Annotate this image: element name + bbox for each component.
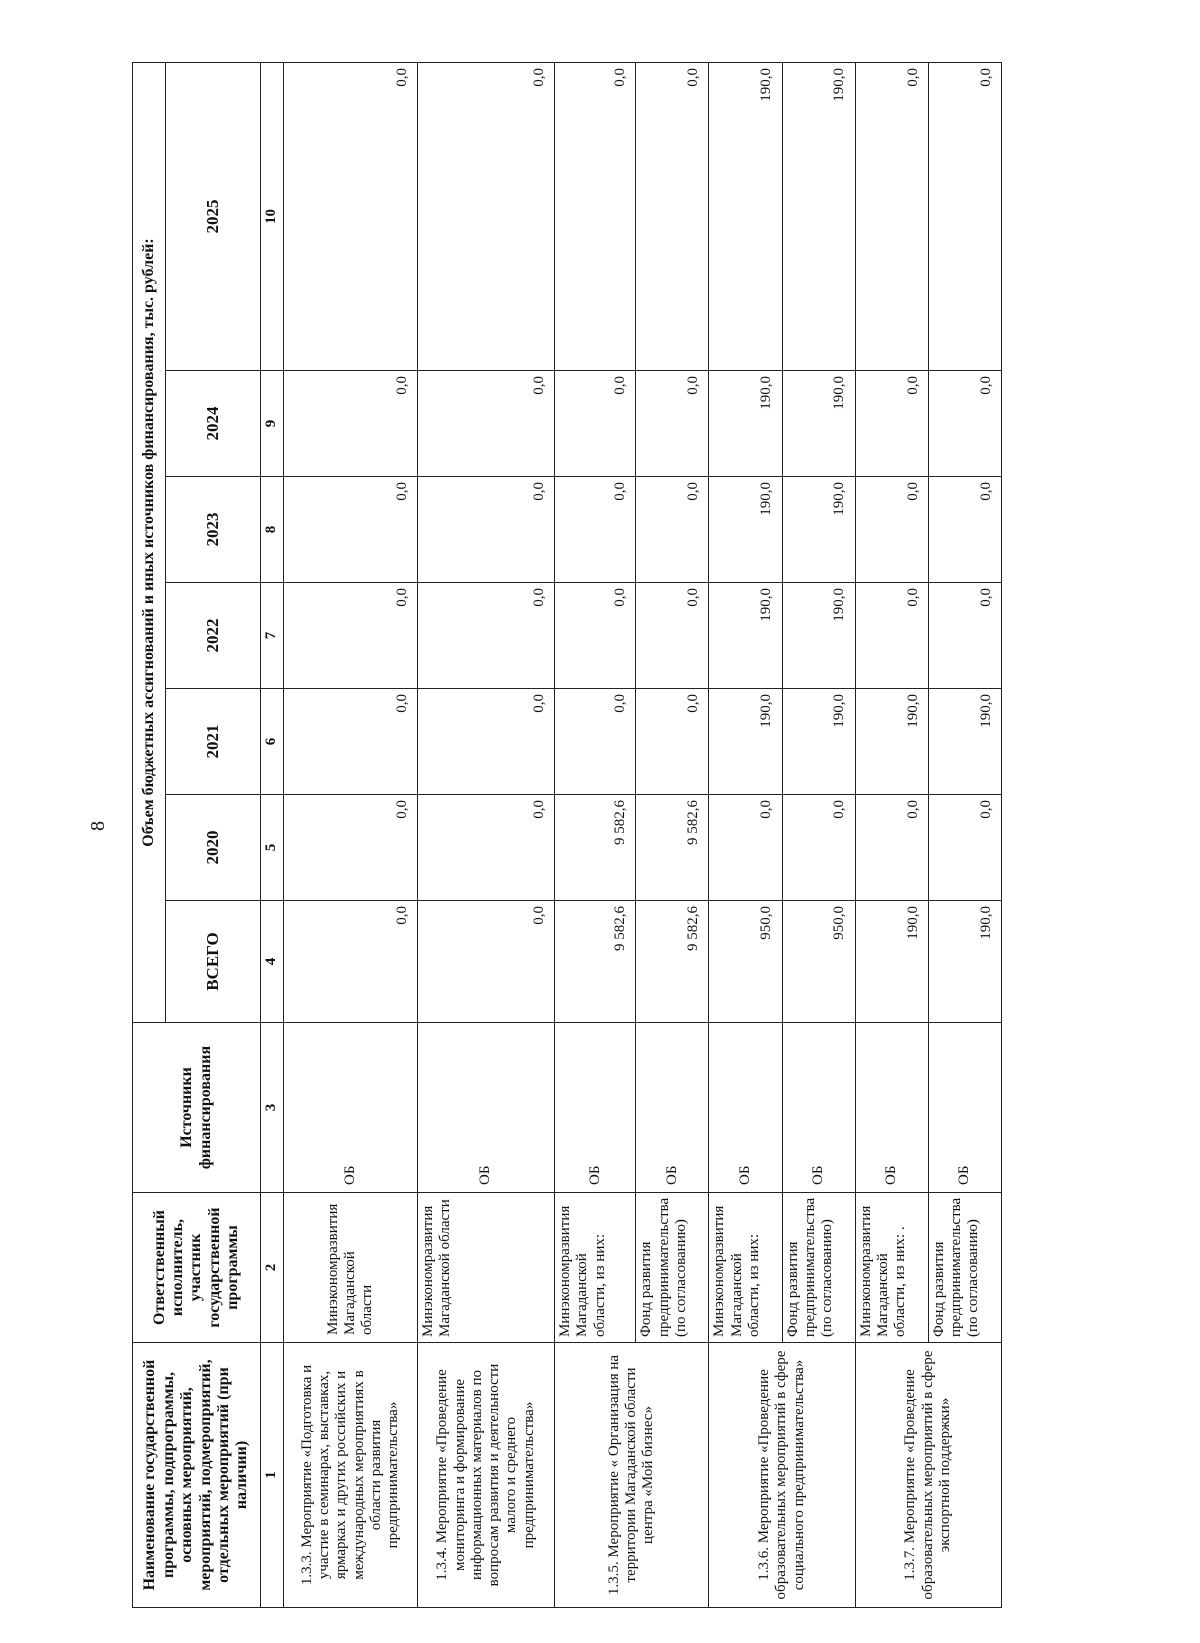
executor: Минэкономразвития Магаданской области, из них: [555,1193,636,1343]
value-year: 190,0 [709,371,782,477]
event-name: 1.3.5. Мероприятие « Организация на территории Магаданской области центра «Мой бизнес» [555,1343,709,1608]
value-year: 0,0 [284,795,418,901]
value-year: 0,0 [555,689,636,795]
value-year: 0,0 [855,795,928,901]
column-index: 1 [261,1343,284,1608]
value-year: 0,0 [555,583,636,689]
executor: Минэкономразвития Магаданской области, из них: . [855,1193,928,1343]
executor: Фонд развития предпринимательства (по согласованию) [636,1193,709,1343]
header-total: ВСЕГО [166,901,261,1023]
executor: Минэкономразвития Магаданской области, из них: [709,1193,782,1343]
value-year: 0,0 [418,689,555,795]
value-total: 950,0 [782,901,855,1023]
column-index: 6 [261,689,284,795]
value-year: 0,0 [855,583,928,689]
value-year: 0,0 [636,63,709,371]
executor: Фонд развития предпринимательства (по согласованию) [782,1193,855,1343]
funding-table [132,62,1002,1608]
column-index: 7 [261,583,284,689]
column-index: 8 [261,477,284,583]
value-year: 0,0 [418,795,555,901]
event-name: 1.3.3. Мероприятие «Подготовка и участие в семинарах, выставках, ярмарках и других российских и международных мероприятиях в области развития предпринимательства» [284,1343,418,1608]
value-year: 0,0 [284,371,418,477]
event-name: 1.3.7. Мероприятие «Проведение образовательных мероприятий в сфере экспортной поддержки» [855,1343,1001,1608]
value-year: 0,0 [555,371,636,477]
value-year: 0,0 [418,583,555,689]
column-index: 2 [261,1193,284,1343]
value-total: 0,0 [284,901,418,1023]
column-index: 5 [261,795,284,901]
value-year: 0,0 [928,477,1001,583]
value-year: 190,0 [709,477,782,583]
value-total: 9 582,6 [555,901,636,1023]
value-year: 0,0 [418,371,555,477]
table-row [555,63,636,1608]
value-year: 190,0 [782,689,855,795]
value-year: 9 582,6 [555,795,636,901]
value-year: 0,0 [782,795,855,901]
header-year: 2021 [166,689,261,795]
funding-source: ОБ [855,1023,928,1193]
event-name: 1.3.6. Мероприятие «Проведение образовательных мероприятий в сфере социального предпринимательства» [709,1343,855,1608]
rotated-table-wrapper [132,63,1002,1608]
value-total: 0,0 [418,901,555,1023]
value-year: 0,0 [636,689,709,795]
funding-source: ОБ [418,1023,555,1193]
value-year: 0,0 [284,63,418,371]
value-year: 0,0 [855,477,928,583]
value-year: 0,0 [636,477,709,583]
value-total: 190,0 [928,901,1001,1023]
value-year: 0,0 [555,63,636,371]
value-year: 0,0 [284,477,418,583]
value-total: 190,0 [855,901,928,1023]
header-funding-group: Объем бюджетных ассигнований и иных источников финансирования, тыс. рублей: [133,63,166,1023]
header-executor: Ответственный исполнитель, участник государственной программы [133,1193,261,1343]
value-year: 0,0 [284,583,418,689]
value-year: 190,0 [928,689,1001,795]
value-year: 0,0 [928,63,1001,371]
column-index: 10 [261,63,284,371]
column-index: 4 [261,901,284,1023]
value-year: 0,0 [928,795,1001,901]
value-year: 190,0 [709,689,782,795]
value-year: 0,0 [928,371,1001,477]
header-year: 2025 [166,63,261,371]
value-year: 190,0 [855,689,928,795]
table-row [709,63,782,1608]
value-year: 0,0 [928,583,1001,689]
value-year: 190,0 [709,63,782,371]
value-year: 0,0 [709,795,782,901]
column-index: 3 [261,1023,284,1193]
header-year: 2020 [166,795,261,901]
value-year: 0,0 [855,371,928,477]
funding-source: ОБ [928,1023,1001,1193]
value-year: 190,0 [782,63,855,371]
funding-source: ОБ [555,1023,636,1193]
column-index: 9 [261,371,284,477]
value-year: 0,0 [284,689,418,795]
value-year: 190,0 [709,583,782,689]
executor: Фонд развития предпринимательства (по согласованию) [928,1193,1001,1343]
header-year: 2024 [166,371,261,477]
value-year: 9 582,6 [636,795,709,901]
value-year: 0,0 [855,63,928,371]
header-name: Наименование государственной программы, подпрограммы, основных мероприятий, мероприятий, подмероприятий, отдельных мероприятий (при наличии) [133,1343,261,1608]
value-total: 950,0 [709,901,782,1023]
value-year: 0,0 [636,371,709,477]
event-name: 1.3.4. Мероприятие «Проведение мониторинга и формирование информационных материалов по вопросам развития и деятельности малого и среднего предпринимательства» [418,1343,555,1608]
value-year: 0,0 [418,63,555,371]
value-year: 0,0 [418,477,555,583]
header-source: Источники финансирования [133,1023,261,1193]
value-year: 0,0 [555,477,636,583]
funding-source: ОБ [782,1023,855,1193]
table-row [418,63,555,1608]
value-year: 0,0 [636,583,709,689]
header-year: 2023 [166,477,261,583]
funding-source: ОБ [636,1023,709,1193]
funding-source: ОБ [284,1023,418,1193]
page-number: 8 [87,821,109,831]
value-total: 9 582,6 [636,901,709,1023]
executor: Минэкономразвития Магаданской области [284,1193,418,1343]
value-year: 190,0 [782,583,855,689]
value-year: 190,0 [782,477,855,583]
funding-source: ОБ [709,1023,782,1193]
value-year: 190,0 [782,371,855,477]
table-row [284,63,418,1608]
table-row [855,63,928,1608]
executor: Минэкономразвития Магаданской области [418,1193,555,1343]
header-year: 2022 [166,583,261,689]
